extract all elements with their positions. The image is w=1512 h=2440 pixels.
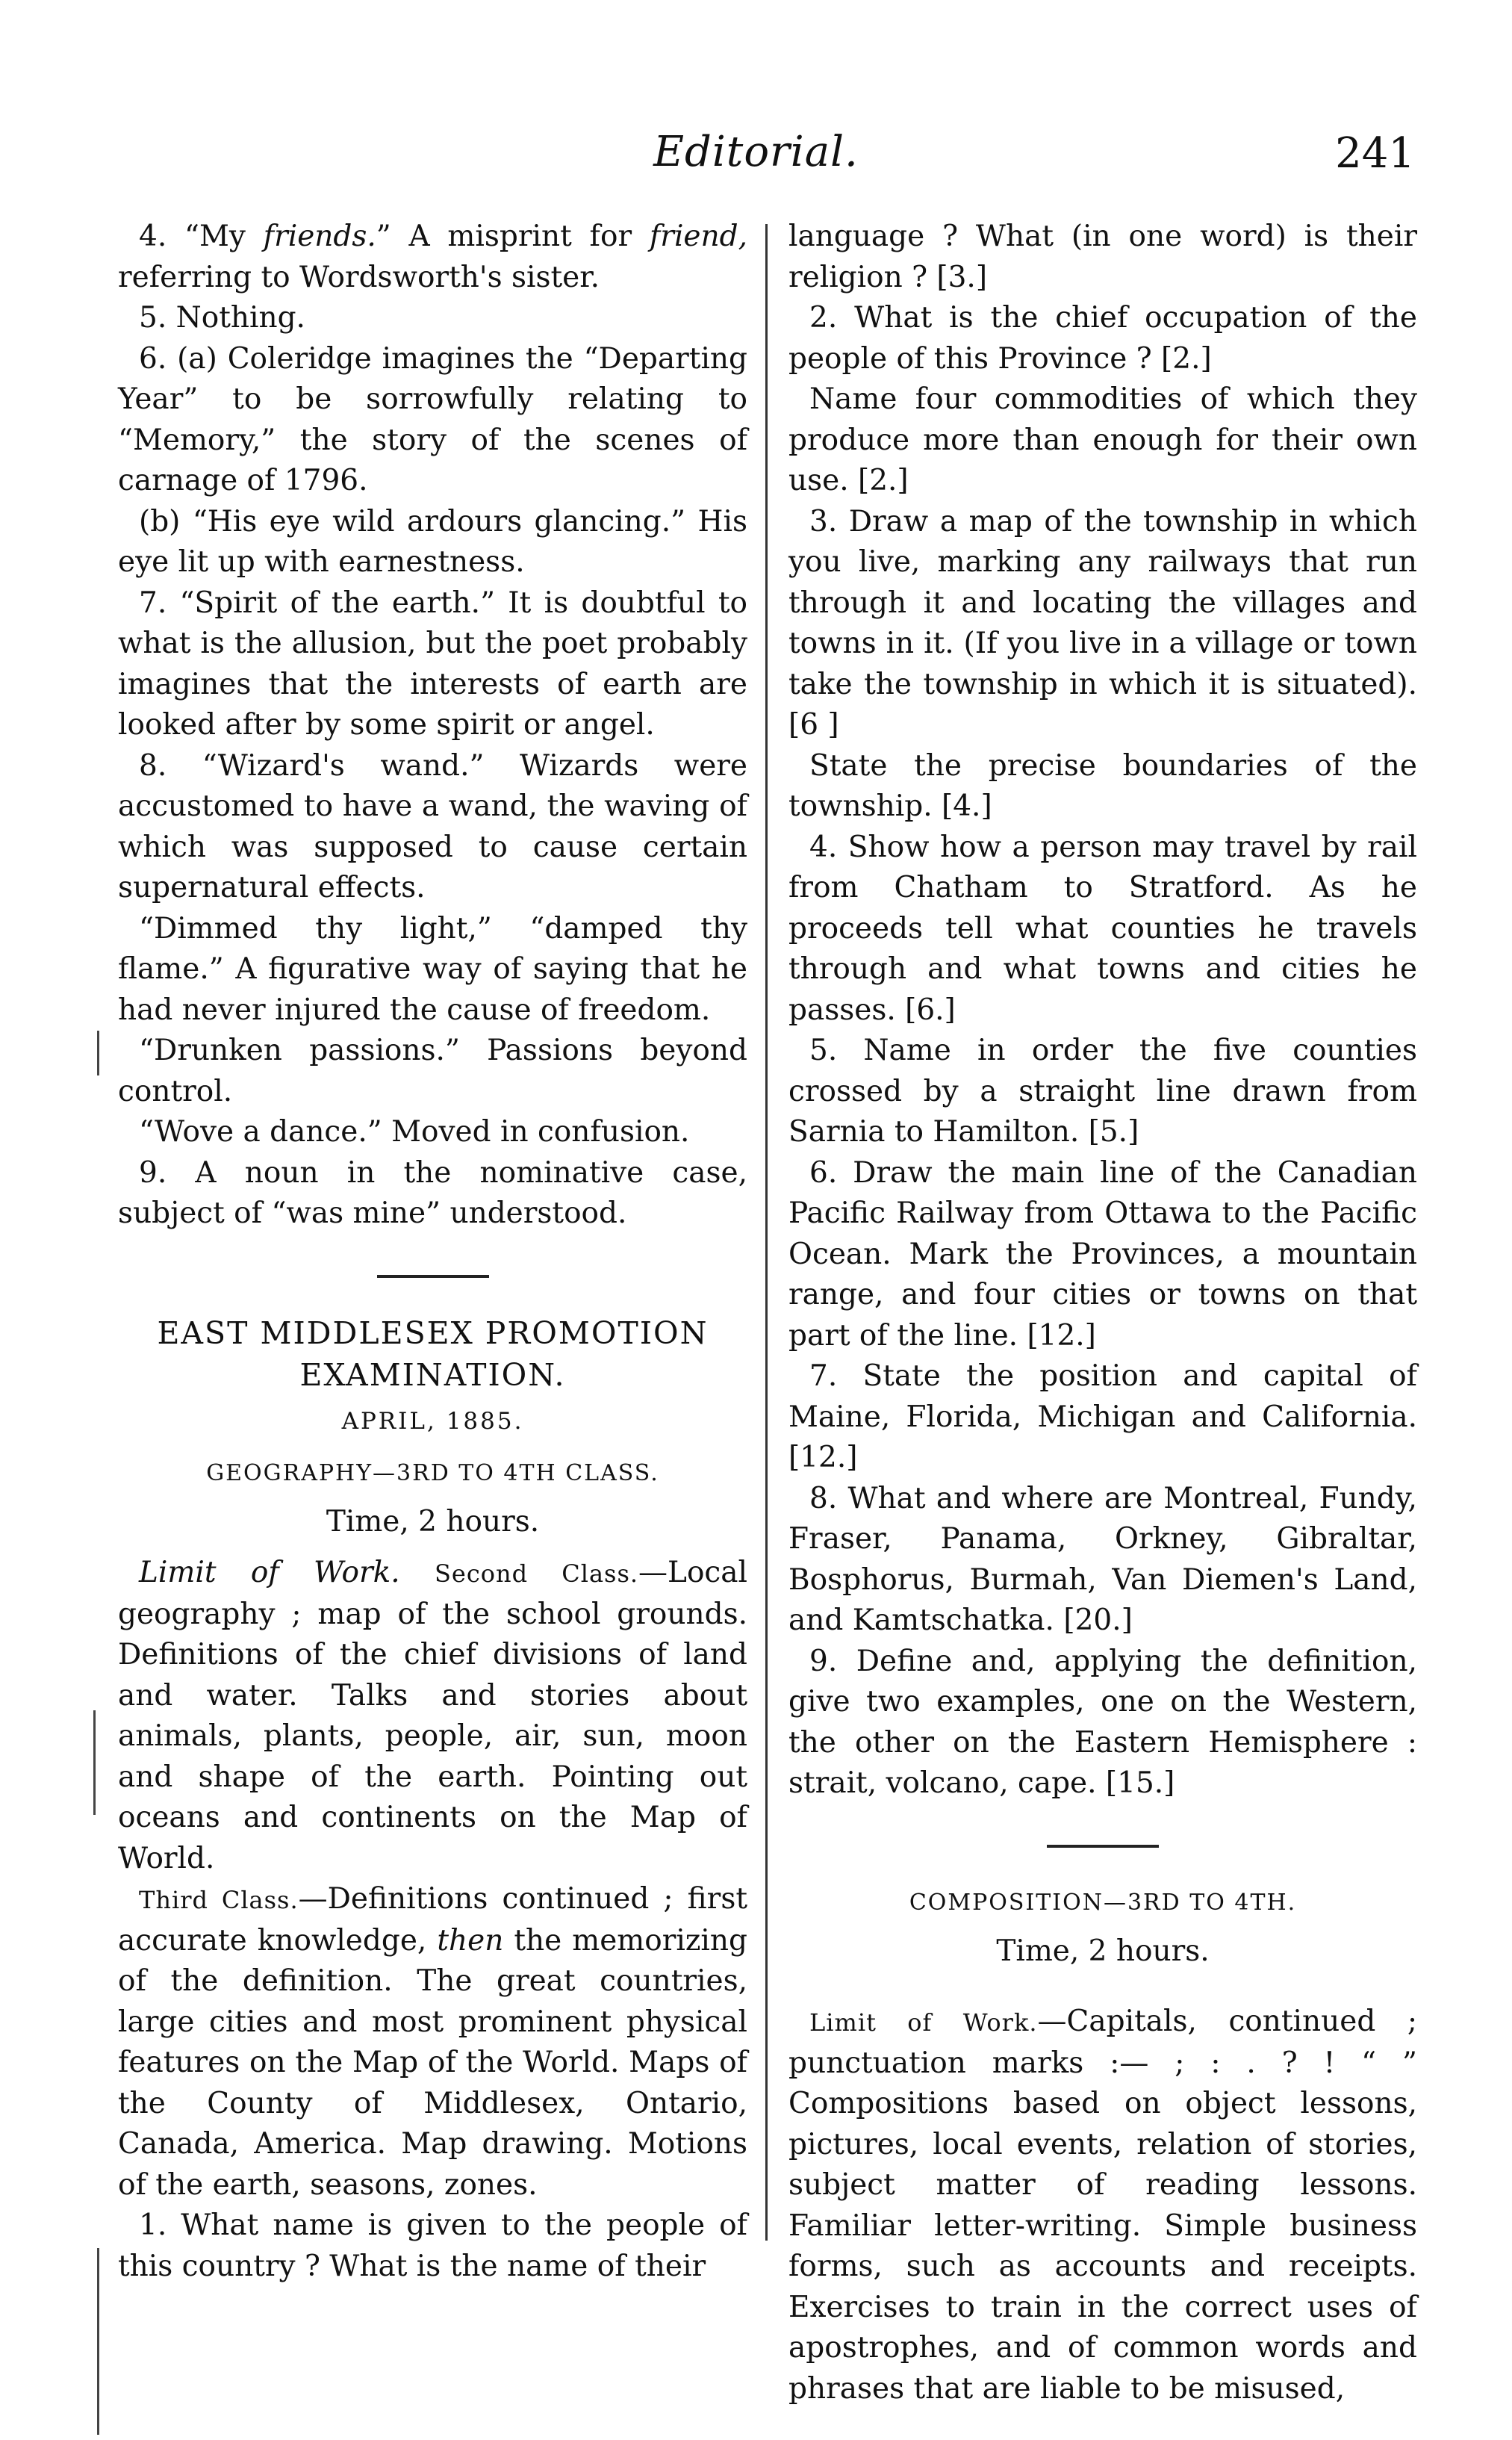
exam-date: APRIL, 1885. <box>341 1407 524 1435</box>
question-9: 9. Define and, applying the definition, give two examples, one on the Western, the other on the Eastern Hemisphere : strait, volcano, cape. [15.] <box>788 1644 1417 1800</box>
note-8-wove: “Wove a dance.” Moved in confusion. <box>139 1115 690 1149</box>
margin-mark <box>97 1031 99 1075</box>
question-1-end: language ? What (in one word) is their religion ? [3.] <box>788 220 1417 294</box>
question-2b: Name four commodities of which they produce more than enough for their own use. [2.] <box>788 382 1417 497</box>
question-1-start: 1. What name is given to the people of this country ? What is the name of their <box>118 2208 747 2283</box>
exam-title-line2: EXAMINATION. <box>299 1356 566 1393</box>
exam-time: Time, 2 hours. <box>326 1504 540 1539</box>
composition-limit-of-work: Limit of Work.—Capitals, continued ; punctuation marks :— ; : . ? ! “ ” Compositions based on object lessons, pictures, local events, relation of stories, subject matter of reading lessons. Familiar letter-writing. Simple business forms, such as accounts and receipts. Exercises to train in the correct uses of apostrophes, and of common words and phrases that are liable to be misused, <box>788 2005 1418 2406</box>
column-divider <box>765 224 768 2241</box>
note-8-dimmed: “Dimmed thy light,” “damped thy flame.” A figurative way of saying that he had never injured the cause of freedom. <box>118 911 747 1027</box>
section-rule <box>377 1275 489 1278</box>
note-8-drunken: “Drunken passions.” Passions beyond control. <box>118 1034 747 1108</box>
composition-subject: COMPOSITION—3RD TO 4TH. <box>909 1889 1297 1916</box>
exam-subject: GEOGRAPHY—3RD TO 4TH CLASS. <box>206 1459 659 1486</box>
margin-mark <box>93 1710 96 1815</box>
question-8: 8. What and where are Montreal, Fundy, Fraser, Panama, Orkney, Gibraltar, Bosphorus, Burmah, Van Diemen's Land, and Kamtschatka. [20.] <box>788 1481 1417 1637</box>
note-7: 7. “Spirit of the earth.” It is doubtful to what is the allusion, but the poet probably imagines that the interests of earth are looked after by some spirit or angel. <box>118 586 747 742</box>
right-column <box>788 217 1417 2409</box>
composition-time: Time, 2 hours. <box>996 1934 1210 1968</box>
note-5: 5. Nothing. <box>139 301 305 335</box>
question-5: 5. Name in order the five counties crossed by a straight line drawn from Sarnia to Hamilton. [5.] <box>788 1034 1417 1149</box>
question-6: 6. Draw the main line of the Canadian Pacific Railway from Ottawa to the Pacific Ocean. Mark the Provinces, a mountain range, and four cities or towns on that part of the line. [12.] <box>788 1155 1417 1353</box>
limit-of-work-third-class: Third Class.—Definitions continued ; first accurate knowledge, then the memorizing of the definition. The great countries, large cities and most prominent physical features on the Map of the World. Maps of the County of Middlesex, Ontario, Canada, America. Map drawing. Motions of the earth, seasons, zones. <box>118 1882 748 2202</box>
page-number: 241 <box>1335 129 1415 178</box>
note-6a: 6. (a) Coleridge imagines the “Departing Year” to be sorrowfully relating to “Memory,” the story of the scenes of carnage of 1796. <box>118 341 747 497</box>
question-4: 4. Show how a person may travel by rail from Chatham to Stratford. As he proceeds tell what counties he travels through and what towns and cities he passes. [6.] <box>788 830 1417 1027</box>
section-rule <box>1047 1845 1159 1848</box>
left-column <box>118 217 747 2287</box>
limit-of-work-second-class: Limit of Work. Second Class.—Local geography ; map of the school grounds. Definitions of the chief divisions of land and water. Talks and stories about animals, plants, people, air, sun, moon and shape of the earth. Pointing out oceans and continents on the Map of World. <box>118 1556 747 1875</box>
margin-mark <box>97 2248 99 2435</box>
note-8: 8. “Wizard's wand.” Wizards were accustomed to have a wand, the waving of which was supposed to cause certain supernatural effects. <box>118 748 747 904</box>
question-3: 3. Draw a map of the township in which you live, marking any railways that run through it and locating the villages and towns in it. (If you live in a village or town take the township in which it is situated). [6 ] <box>788 504 1417 742</box>
note-9: 9. A noun in the nominative case, subject of “was mine” understood. <box>118 1155 747 1230</box>
running-title: Editorial. <box>653 128 859 176</box>
exam-title-line1: EAST MIDDLESEX PROMOTION <box>157 1314 709 1351</box>
question-7: 7. State the position and capital of Maine, Florida, Michigan and California. [12.] <box>788 1359 1417 1474</box>
spacer <box>788 1982 1417 2002</box>
question-3b: State the precise boundaries of the township. [4.] <box>788 748 1417 823</box>
note-4: 4. “My friends.” A misprint for friend, referring to Wordsworth's sister. <box>118 220 747 294</box>
note-6b: (b) “His eye wild ardours glancing.” His eye lit up with earnestness. <box>118 504 747 579</box>
question-2: 2. What is the chief occupation of the people of this Province ? [2.] <box>788 301 1417 376</box>
